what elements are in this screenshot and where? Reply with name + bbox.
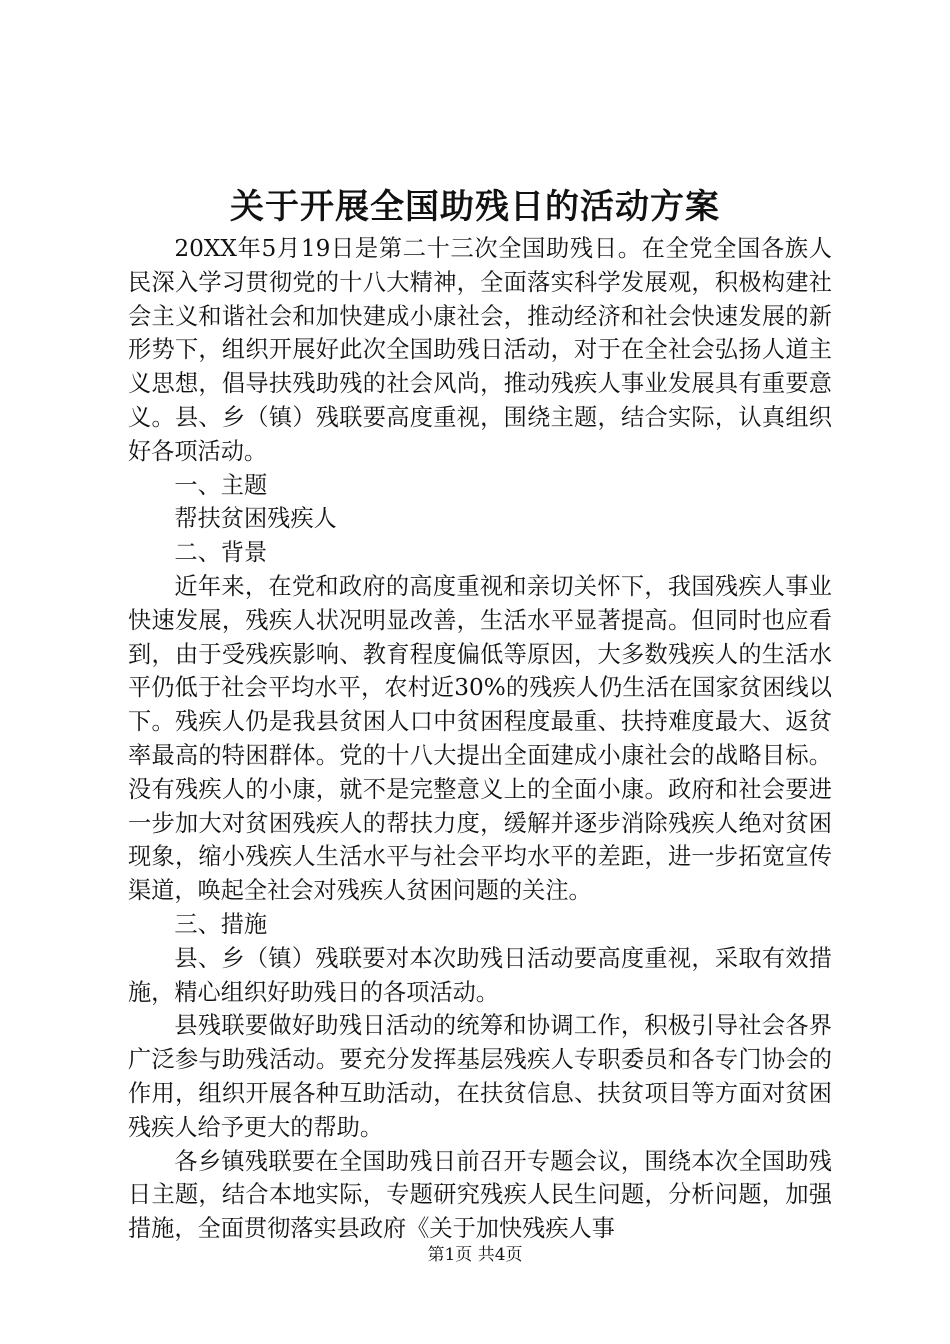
section-heading-measures: 三、措施 <box>174 910 268 938</box>
measures-paragraph-2: 县残联要做好助残日活动的统筹和协调工作，积极引导社会各界广泛参与助残活动。要充分发挥基层残疾人专职委员和各专门协会的作用，组织开展各种互助活动，在扶贫信息、扶贫项目等方面对贫困残疾人给予更大的帮助。 <box>128 1012 832 1141</box>
section-heading-background: 二、背景 <box>174 539 268 567</box>
measures-paragraph-3: 各乡镇残联要在全国助残日前召开专题会议，围绕本次全国助残日主题，结合本地实际，专题研究残疾人民生问题，分析问题，加强措施，全面贯彻落实县政府《关于加快残疾人事 <box>128 1147 832 1243</box>
document-body <box>128 232 832 1246</box>
intro-paragraph: 20XX年5月19日是第二十三次全国助残日。在全党全国各族人民深入学习贯彻党的十八大精神，全面落实科学发展观，积极构建社会主义和谐社会和加快建成小康社会，推动经济和社会快速发展的新形势下，组织开展好此次全国助残日活动，对于在全社会弘扬人道主义思想，倡导扶残助残的社会风尚，推动残疾人事业发展具有重要意义。县、乡（镇）残联要高度重视，围绕主题，结合实际，认真组织好各项活动。 <box>128 235 832 465</box>
measures-paragraph-1: 县、乡（镇）残联要对本次助残日活动要高度重视，采取有效措施，精心组织好助残日的各项活动。 <box>128 944 832 1006</box>
document-title: 关于开展全国助残日的活动方案 <box>230 187 720 227</box>
page-footer: 第1页 共4页 <box>427 1245 523 1265</box>
section-heading-theme: 一、主题 <box>174 471 268 499</box>
background-paragraph: 近年来，在党和政府的高度重视和亲切关怀下，我国残疾人事业快速发展，残疾人状况明显改善，生活水平显著提高。但同时也应看到，由于受残疾影响、教育程度偏低等原因，大多数残疾人的生活水平仍低于社会平均水平，农村近30%的残疾人仍生活在国家贫困线以下。残疾人仍是我县贫困人口中贫困程度最重、扶持难度最大、返贫率最高的特困群体。党的十八大提出全面建成小康社会的战略目标。没有残疾人的小康，就不是完整意义上的全面小康。政府和社会要进一步加大对贫困残疾人的帮扶力度，缓解并逐步消除残疾人绝对贫困现象，缩小残疾人生活水平与社会平均水平的差距，进一步拓宽宣传渠道，唤起全社会对残疾人贫困问题的关注。 <box>128 572 832 905</box>
theme-text: 帮扶贫困残疾人 <box>174 505 337 533</box>
